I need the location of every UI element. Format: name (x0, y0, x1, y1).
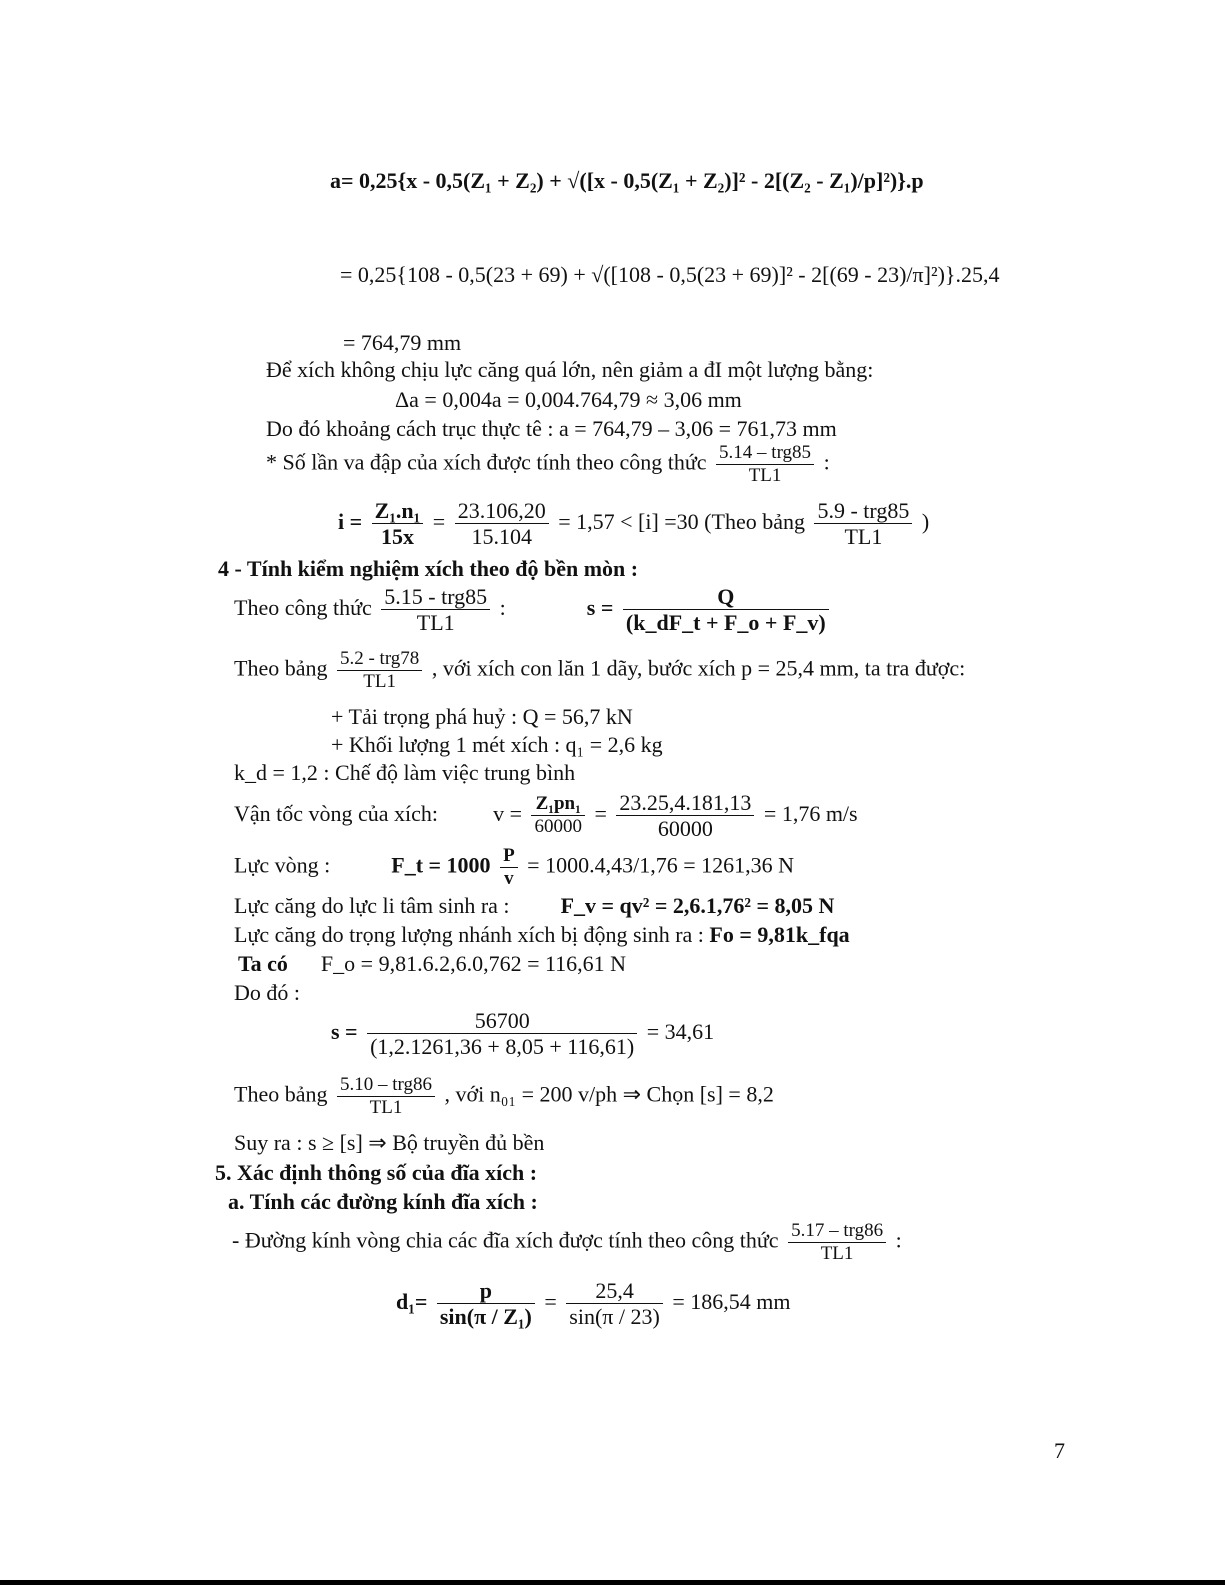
ft-lhs: F_t = 1000 (391, 852, 491, 878)
impact-ref (716, 442, 814, 487)
velocity-f1-den: 60000 (534, 816, 582, 838)
velocity-line (234, 790, 858, 842)
ft-f-num: P (500, 845, 518, 868)
wear-ref (381, 584, 490, 636)
s-table-suffix: , với n₀₁ = 200 v/ph ⇒ Chọn [s] = 8,2 (444, 1081, 774, 1107)
fv-formula: F_v = qv² = 2,6.1,76² = 8,05 N (560, 893, 835, 918)
table-lookup-line (234, 648, 965, 693)
fo-line (234, 922, 850, 947)
s-calc-den: (1,2.1261,36 + 8,05 + 116,61) (370, 1034, 635, 1060)
i-result: = 1,57 < [i] =30 (Theo bảng (558, 508, 805, 534)
table-lookup-suffix: , với xích con lăn 1 dãy, bước xích p = 25,4 mm, ta tra được: (431, 655, 966, 681)
d1-result: = 186,54 mm (672, 1288, 791, 1314)
impact-prefix: * Số lần va đập của xích được tính theo công thức (266, 449, 707, 475)
s-table-prefix: Theo bảng (234, 1081, 328, 1107)
impact-ref-den: TL1 (748, 464, 782, 486)
conclusion: Suy ra : s ≥ [s] ⇒ Bộ truyền đủ bền (234, 1130, 545, 1155)
d1-formula (396, 1278, 790, 1330)
impact-ref-num: 5.14 – trg85 (716, 442, 814, 465)
ft-result: = 1000.4,43/1,76 = 1261,36 N (527, 852, 794, 878)
fv-label: Lực căng do lực li tâm sinh ra : (234, 893, 510, 918)
velocity-label: Vận tốc vòng của xích: (234, 800, 439, 826)
diameter-ref-den: TL1 (820, 1242, 854, 1264)
table-lookup-prefix: Theo bảng (234, 655, 328, 681)
velocity-f1-num: Z₁pn₁ (531, 793, 585, 816)
diameter-prefix: - Đường kính vòng chia các đĩa xích được tính theo công thức (232, 1227, 779, 1253)
ft-frac (500, 845, 518, 890)
wear-ref-num: 5.15 - trg85 (381, 584, 490, 610)
d1-f2-num: 25,4 (566, 1278, 663, 1304)
table-lookup-ref-den: TL1 (363, 670, 396, 692)
fv-line (234, 893, 834, 918)
velocity-result: = 1,76 m/s (763, 800, 858, 826)
wear-s-den: (k_dF_t + F_o + F_v) (625, 610, 826, 636)
s-table-ref-num: 5.10 – trg86 (337, 1074, 435, 1097)
d1-f1-num: p (437, 1278, 535, 1304)
wear-s-lhs: s = (586, 594, 614, 620)
i-frac2-num: 23.106,20 (455, 498, 549, 524)
fo-label: Lực căng do trọng lượng nhánh xích bị động sinh ra : (234, 922, 704, 947)
ft-f-den: v (504, 867, 514, 889)
section5a-title: a. Tính các đường kính đĩa xích : (228, 1189, 538, 1214)
wear-colon: : (499, 594, 506, 620)
diameter-line (232, 1220, 902, 1265)
velocity-eq: = (594, 800, 607, 826)
load-line: + Tải trọng phá huỷ : Q = 56,7 kN (331, 704, 633, 729)
d1-f2-den: sin(π / 23) (569, 1304, 660, 1330)
velocity-lhs: v = (493, 800, 522, 826)
velocity-f2-num: 23.25,4.181,13 (616, 790, 754, 816)
wear-s-frac (623, 584, 829, 636)
s-calc-frac (367, 1008, 637, 1060)
kd-line: k_d = 1,2 : Chế độ làm việc trung bình (234, 760, 576, 785)
reduce-text: Để xích không chịu lực căng quá lớn, nên giảm a đI một lượng bằng: (266, 357, 874, 382)
i-ref-den: TL1 (844, 524, 883, 550)
page-number: 7 (1054, 1438, 1065, 1463)
i-frac2 (455, 498, 549, 550)
s-calc (331, 1008, 714, 1060)
taco-formula: F_o = 9,81.6.2,6.0,762 = 116,61 N (320, 951, 627, 976)
dodo: Do đó : (234, 980, 300, 1005)
wear-s-num: Q (623, 584, 829, 610)
d1-f1-den: sin(π / Z₁) (439, 1304, 532, 1330)
actual-axis: Do đó khoảng cách trục thực tê : a = 764,79 – 3,06 = 761,73 mm (266, 416, 837, 441)
mass-line: + Khối lượng 1 mét xích : q₁ = 2,6 kg (331, 732, 663, 757)
diameter-suffix: : (895, 1227, 902, 1253)
wear-ref-den: TL1 (416, 610, 455, 636)
i-lhs: i = (338, 508, 363, 534)
bottom-border (0, 1580, 1225, 1585)
diameter-ref (788, 1220, 886, 1265)
velocity-frac1 (531, 793, 585, 838)
i-ref (814, 498, 912, 550)
s-calc-lhs: s = (331, 1018, 358, 1044)
formula-a-line1: a= 0,25{x - 0,5(Z₁ + Z₂) + √([x - 0,5(Z₁ + Z₂)]² - 2[(Z₂ - Z₁)/p]²)}.p (330, 168, 924, 193)
section4-title: 4 - Tính kiểm nghiệm xích theo độ bền mòn : (218, 556, 639, 581)
i-frac1-num: Z₁.n₁ (372, 498, 424, 524)
s-calc-result: = 34,61 (646, 1018, 715, 1044)
s-calc-num: 56700 (367, 1008, 637, 1034)
s-table-line (234, 1074, 774, 1119)
ft-label: Lực vòng : (234, 852, 331, 878)
ft-line (234, 845, 794, 890)
d1-eq: = (544, 1288, 557, 1314)
impact-line (266, 442, 830, 487)
formula-a-line2: = 0,25{108 - 0,5(23 + 69) + √([108 - 0,5(23 + 69)]² - 2[(69 - 23)/π]²)}.25,4 (340, 262, 1000, 287)
impact-suffix: : (823, 449, 830, 475)
table-lookup-ref-num: 5.2 - trg78 (337, 648, 422, 671)
taco-label: Ta có (238, 951, 288, 976)
i-frac2-den: 15.104 (471, 524, 532, 550)
diameter-ref-num: 5.17 – trg86 (788, 1220, 886, 1243)
i-frac1 (372, 498, 424, 550)
wear-prefix: Theo công thức (234, 594, 372, 620)
table-lookup-ref (337, 648, 422, 693)
s-table-ref (337, 1074, 435, 1119)
fo-formula: Fo = 9,81k_fqa (709, 922, 850, 947)
formula-a-result: = 764,79 mm (343, 330, 462, 355)
d1-lhs: d₁= (396, 1288, 428, 1314)
d1-frac2 (566, 1278, 663, 1330)
velocity-frac2 (616, 790, 754, 842)
d1-frac1 (437, 1278, 535, 1330)
i-close: ) (921, 508, 930, 534)
i-formula (338, 498, 929, 550)
section5-title: 5. Xác định thông số của đĩa xích : (215, 1160, 538, 1185)
i-frac1-den: 15x (380, 524, 414, 550)
taco-line (238, 951, 626, 976)
s-table-ref-den: TL1 (369, 1096, 403, 1118)
velocity-f2-den: 60000 (657, 816, 713, 842)
i-eq: = (432, 508, 446, 534)
delta-a: Δa = 0,004a = 0,004.764,79 ≈ 3,06 mm (395, 387, 742, 412)
wear-line (234, 584, 833, 636)
i-ref-num: 5.9 - trg85 (814, 498, 912, 524)
